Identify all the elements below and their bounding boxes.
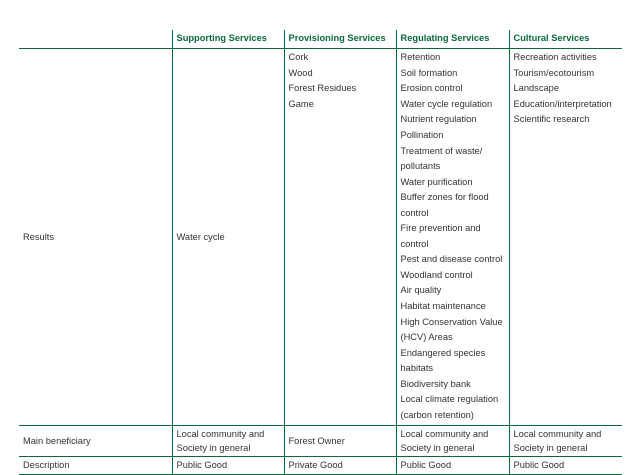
regulating-item: Fire prevention and control bbox=[400, 223, 481, 249]
regulating-item: Treatment of waste/ pollutants bbox=[400, 145, 483, 171]
description-regulating-cell: Public Good bbox=[396, 457, 509, 474]
regulating-item: Pollination bbox=[400, 129, 444, 140]
cultural-list bbox=[514, 50, 620, 128]
provisioning-list bbox=[289, 50, 393, 112]
regulating-item: Pest and disease control bbox=[400, 254, 503, 265]
results-label: Results bbox=[19, 49, 172, 426]
description-provisioning-cell: Private Good bbox=[284, 457, 396, 474]
regulating-item: Erosion control bbox=[400, 83, 463, 94]
results-regulating-cell bbox=[396, 49, 509, 426]
beneficiary-supporting-cell: Local community and Society in general bbox=[172, 426, 284, 457]
regulating-item: Biodiversity bank bbox=[400, 378, 471, 389]
results-supporting-cell: Water cycle bbox=[172, 49, 284, 426]
header-regulating-services: Regulating Services bbox=[396, 30, 509, 49]
cultural-item: Landscape bbox=[513, 83, 559, 94]
description-label: Description bbox=[19, 457, 172, 474]
regulating-item: High Conservation Value (HCV) Areas bbox=[400, 316, 503, 342]
results-cultural-cell bbox=[509, 49, 622, 426]
header-cultural-services: Cultural Services bbox=[509, 30, 622, 49]
regulating-item: Endangered species habitats bbox=[400, 347, 486, 373]
regulating-item: Nutrient regulation bbox=[400, 114, 477, 125]
regulating-item: Water cycle regulation bbox=[400, 98, 493, 109]
regulating-item: Local climate regulation (carbon retention) bbox=[400, 394, 499, 420]
header-provisioning-services: Provisioning Services bbox=[284, 30, 396, 49]
provisioning-item: Cork bbox=[288, 52, 309, 62]
regulating-item: Water purification bbox=[400, 176, 473, 187]
beneficiary-label: Main beneficiary bbox=[19, 426, 172, 457]
ecosystem-services-table bbox=[19, 30, 622, 475]
regulating-item: Air quality bbox=[400, 285, 442, 296]
regulating-item: Woodland control bbox=[400, 269, 473, 280]
results-provisioning-cell bbox=[284, 49, 396, 426]
provisioning-item: Forest Residues bbox=[288, 83, 357, 94]
description-row bbox=[19, 457, 622, 474]
description-cultural-cell: Public Good bbox=[509, 457, 622, 474]
provisioning-item: Wood bbox=[288, 67, 313, 78]
cultural-item: Tourism/ecotourism bbox=[513, 67, 595, 78]
header-row bbox=[19, 30, 622, 49]
provisioning-item: Game bbox=[288, 98, 314, 109]
cultural-item: Education/interpretation bbox=[513, 98, 612, 109]
beneficiary-cultural-cell: Local community and Society in general bbox=[509, 426, 622, 457]
regulating-item: Buffer zones for flood control bbox=[400, 192, 489, 218]
description-supporting-cell: Public Good bbox=[172, 457, 284, 474]
beneficiary-provisioning-cell: Forest Owner bbox=[284, 426, 396, 457]
regulating-item: Retention bbox=[400, 52, 441, 62]
regulating-item: Soil formation bbox=[400, 67, 458, 78]
cultural-item: Recreation activities bbox=[513, 52, 597, 62]
regulating-list bbox=[401, 50, 506, 423]
cultural-item: Scientific research bbox=[513, 114, 590, 125]
header-supporting-services: Supporting Services bbox=[172, 30, 284, 49]
header-empty bbox=[19, 30, 172, 49]
results-row bbox=[19, 49, 622, 426]
beneficiary-regulating-cell: Local community and Society in general bbox=[396, 426, 509, 457]
beneficiary-row bbox=[19, 426, 622, 457]
regulating-item: Habitat maintenance bbox=[400, 300, 486, 311]
